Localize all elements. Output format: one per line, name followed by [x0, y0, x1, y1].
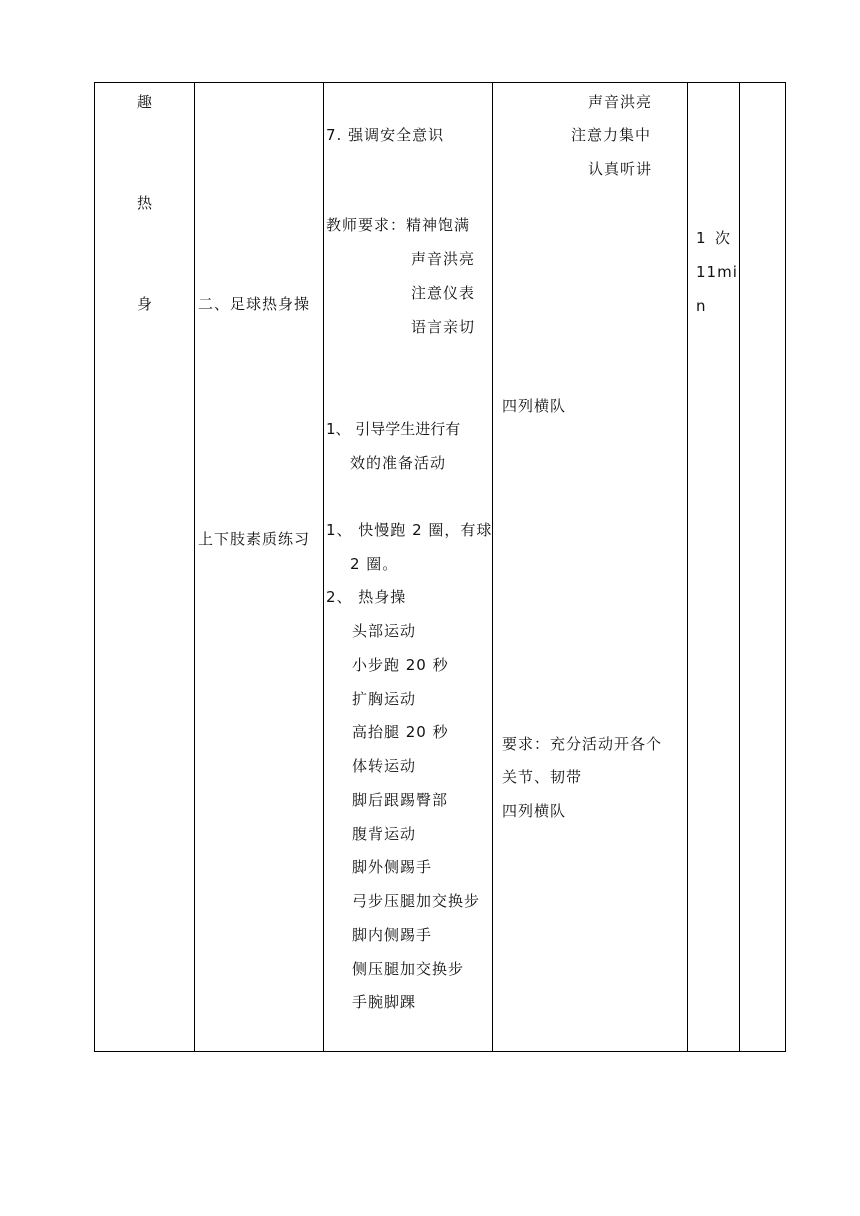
time-text: n: [696, 297, 707, 315]
column-divider: [492, 82, 493, 1052]
student-requirement: 注意力集中: [571, 126, 652, 144]
guide-text: [326, 419, 490, 439]
warmup-item: 体转运动: [352, 757, 417, 775]
warmup-item: 小步跑 20 秒: [352, 656, 449, 674]
requirement-text: 关节、韧带: [502, 768, 583, 786]
column-divider: [323, 82, 324, 1052]
run-text: 2 圈。: [350, 555, 399, 573]
teacher-requirement-item: 语言亲切: [411, 318, 476, 336]
requirement-text: 要求：充分活动开各个: [502, 735, 663, 753]
stage-char: 热: [137, 194, 154, 212]
warmup-item: 侧压腿加交换步: [352, 960, 465, 978]
warmup-item: 腹背运动: [352, 825, 417, 843]
warmup-item: 脚外侧踢手: [352, 858, 433, 876]
time-text: 11mi: [696, 263, 738, 281]
warmup-item: 弓步压腿加交换步: [352, 892, 481, 910]
column-divider: [739, 82, 740, 1052]
count-unit: 次: [715, 229, 732, 247]
warmup-item: 脚后跟踢臀部: [352, 791, 449, 809]
warmup-item: 脚内侧踢手: [352, 926, 433, 944]
stage-char: 趣: [137, 93, 154, 111]
guide-text-line: 1、 引导学生进行有: [326, 420, 461, 438]
teacher-requirement-label: 教师要求：精神饱满: [326, 216, 471, 234]
content-item: 二、足球热身操: [198, 295, 311, 313]
teacher-requirement-item: 声音洪亮: [411, 250, 476, 268]
guide-text-line: 效的准备活动: [350, 454, 447, 472]
formation-text: 四列横队: [502, 397, 567, 415]
warmup-item: 头部运动: [352, 622, 417, 640]
student-requirement: 认真听讲: [588, 160, 653, 178]
student-requirement: 声音洪亮: [588, 93, 653, 111]
formation-text: 四列横队: [502, 802, 567, 820]
warmup-item: 高抬腿 20 秒: [352, 723, 449, 741]
count-number: 1: [696, 229, 707, 247]
column-divider: [194, 82, 195, 1052]
run-text: 1、 快慢跑 2 圈，有球: [326, 521, 493, 539]
teacher-requirement-item: 注意仪表: [411, 284, 476, 302]
column-divider: [687, 82, 688, 1052]
stage-char: 身: [137, 295, 154, 313]
safety-text: 7. 强调安全意识: [326, 126, 445, 144]
warmup-item: 手腕脚踝: [352, 993, 417, 1011]
warmup-item: 扩胸运动: [352, 690, 417, 708]
warmup-title: 2、 热身操: [326, 588, 407, 606]
content-item: 上下肢素质练习: [198, 530, 311, 548]
